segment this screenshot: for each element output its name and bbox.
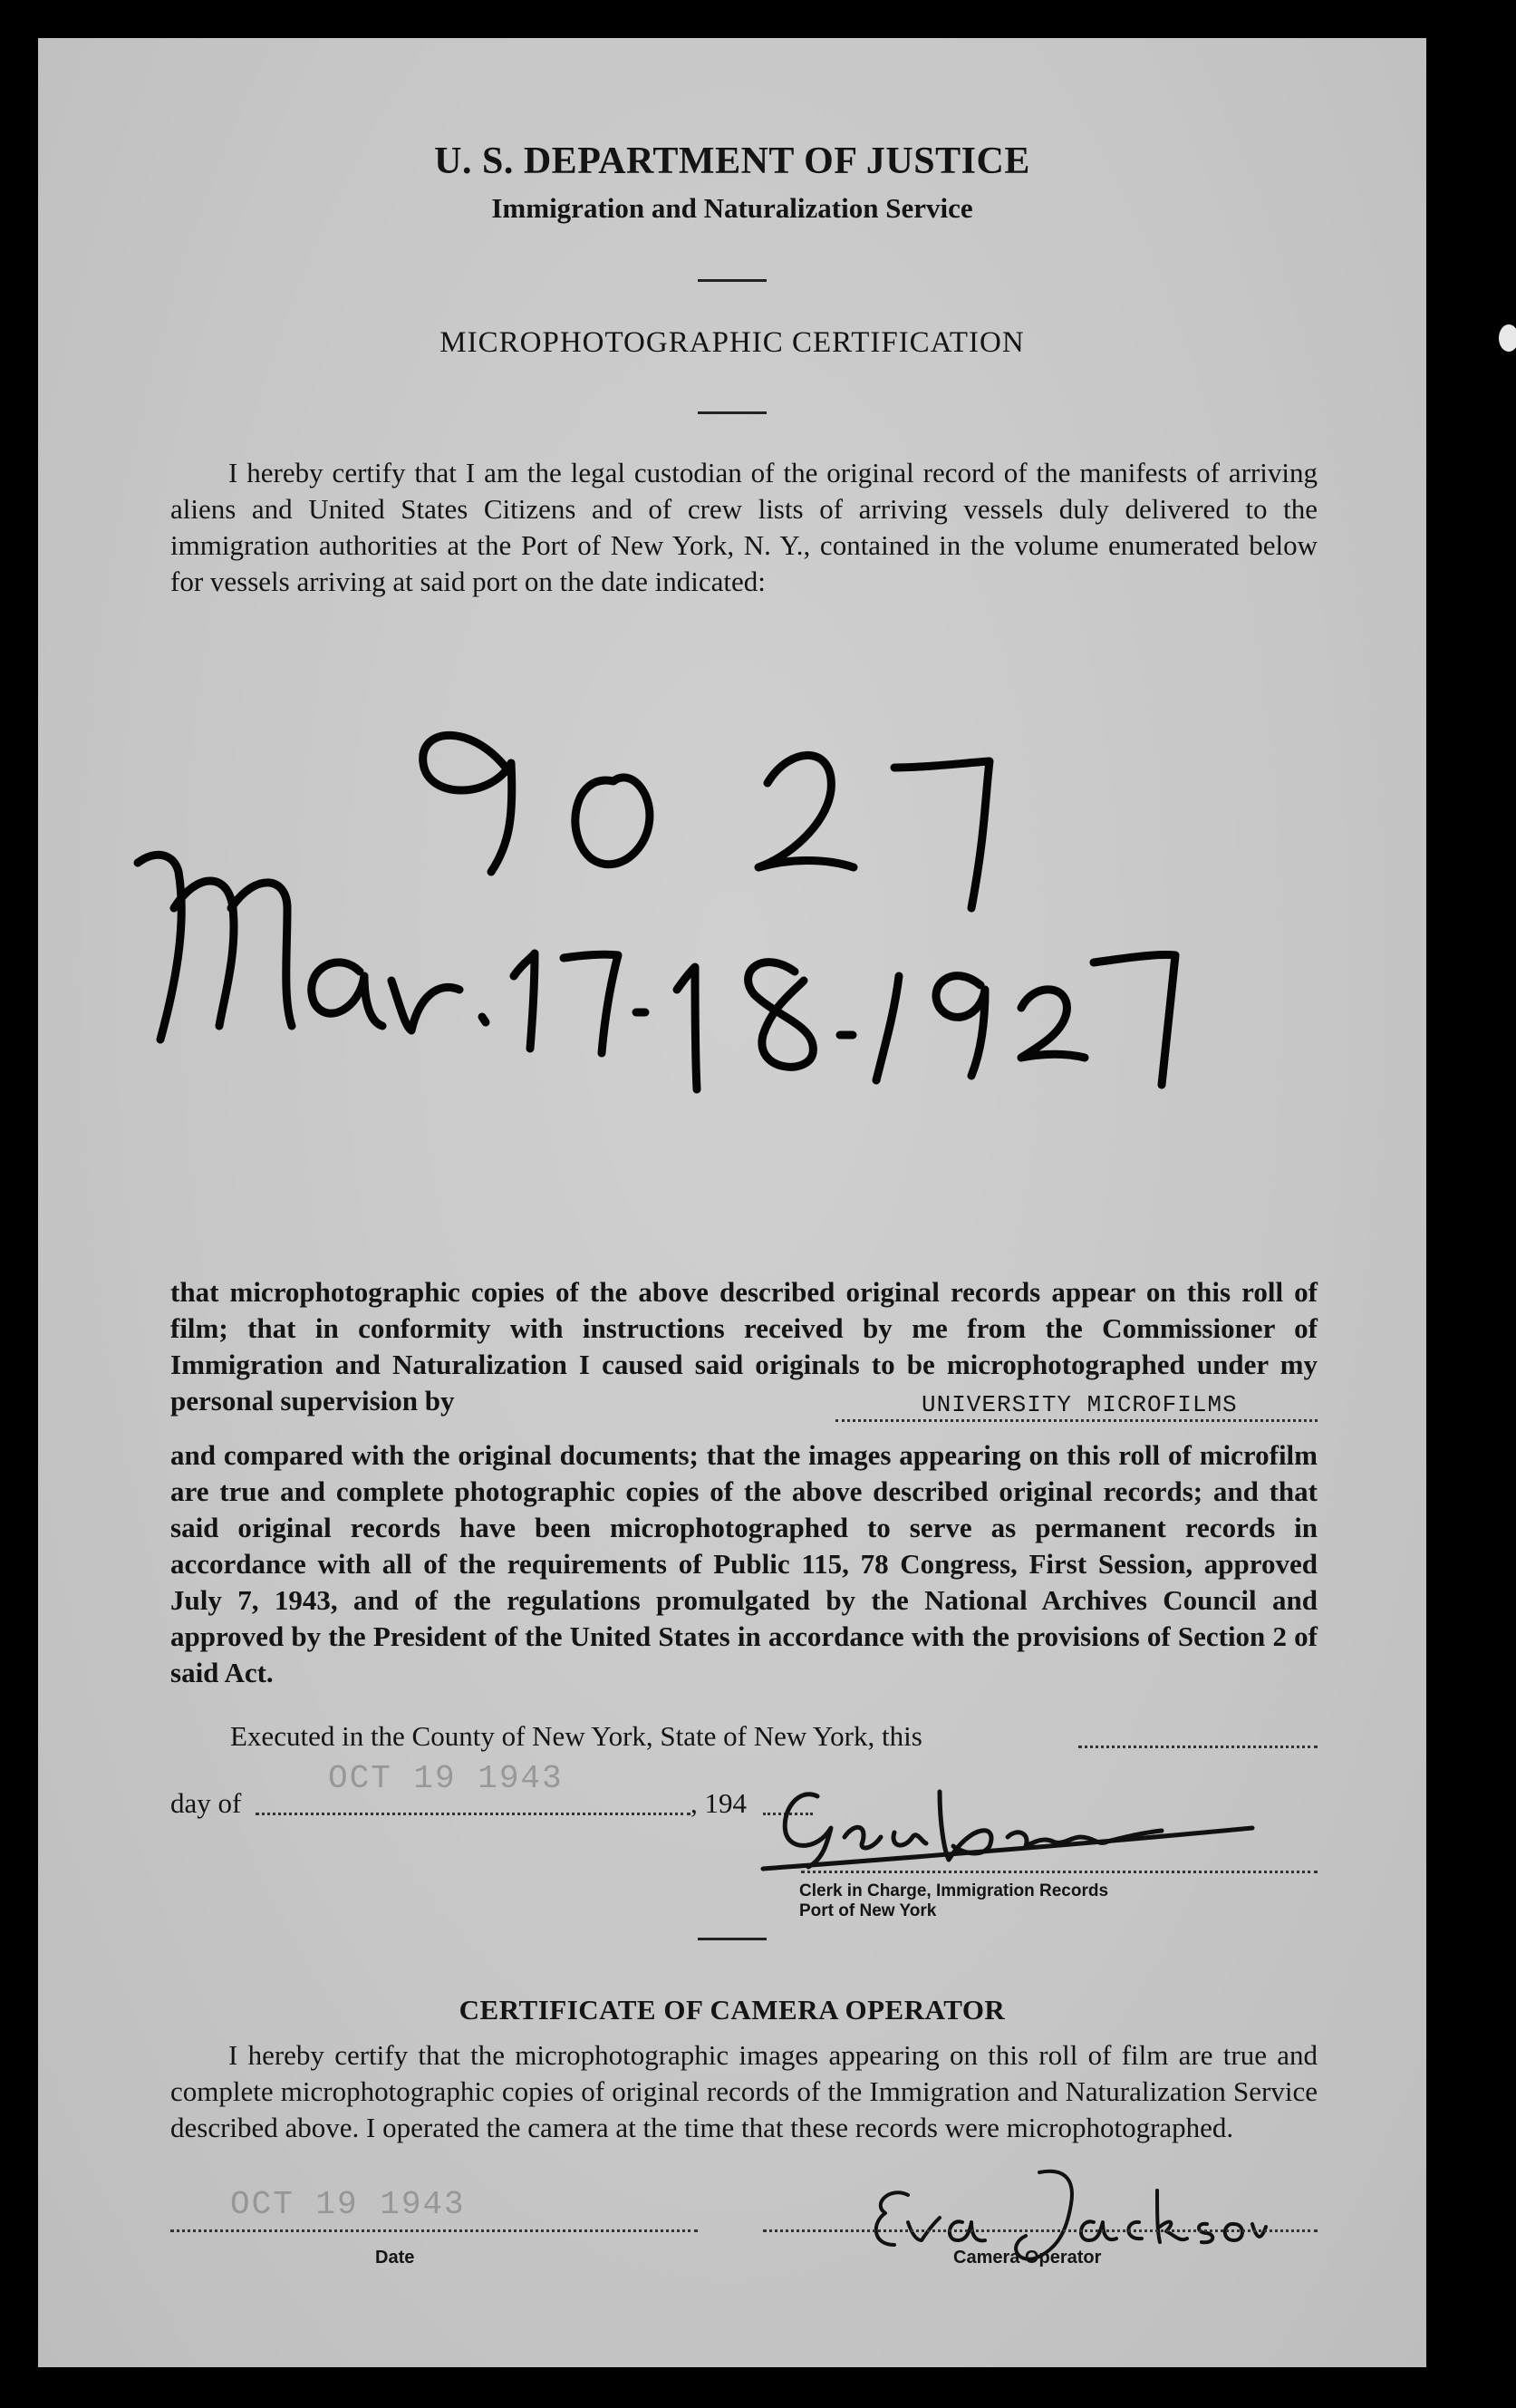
camera-certificate-text: I hereby certify that the microphotographic images appearing on this roll of film are true and complete microphotographic copies of original records of the Immigration and Naturalization Service described above. I operated the camera at the time that these records were microphotographed.: [170, 2039, 1318, 2143]
camera-certificate-paragraph: [170, 2037, 1318, 2146]
clerk-signature-line: [801, 1871, 1318, 1873]
date-label: Date: [375, 2248, 415, 2268]
intro-text: I hereby certify that I am the legal custodian of the original record of the manifests of arriving aliens and United States Citizens and of crew lists of arriving vessels duly delivered to the immigration authorities at the Port of New York, N. Y., contained in the volume enumerated below for vessels arriving at said port on the date indicated:: [170, 457, 1318, 597]
divider-rule: [698, 411, 767, 414]
intro-paragraph: [170, 455, 1318, 600]
filmed-by-dotted-line: [835, 1419, 1318, 1422]
operator-dotted-line: [763, 2229, 1318, 2232]
clerk-title: [799, 1881, 1108, 1921]
dates-handwriting: [138, 855, 1175, 1089]
day-of-label: day of: [170, 1787, 242, 1819]
body-paragraph-part2: [170, 1437, 1318, 1691]
body-text-part2: and compared with the original documents; that the images appearing on this roll of microfilm are true and complete photographic copies of the above described original records; and that said original records have been microphotographed to serve as permanent records in accordance with all of the requirements of Public 115, 78 Congress, First Session, approved July 7, 1943, and of the regulations promulgated by the National Archives Council and approved by the President of the United States in accordance with the provisions of Section 2 of said Act.: [170, 1439, 1318, 1688]
clerk-title-line2: Port of New York: [799, 1901, 937, 1920]
film-speck: [1499, 324, 1516, 352]
divider-rule: [698, 1938, 767, 1940]
service-heading: Immigration and Naturalization Service: [491, 192, 973, 224]
executed-line: Executed in the County of New York, State of New York, this: [230, 1720, 922, 1752]
camera-operator-label: Camera Operator: [953, 2248, 1102, 2268]
date-dotted-line: [170, 2229, 698, 2232]
executed-dotted-line: [1078, 1746, 1318, 1748]
body-text-part1: that microphotographic copies of the above described original records appear on this roll of film; that in conformity with instructions received by me from the Commissioner of Immigration and Naturalization I caused said originals to be microphotographed under my personal supervision by: [170, 1276, 1318, 1417]
divider-rule: [698, 279, 767, 282]
received-date-stamp: OCT 19 1943: [328, 1760, 564, 1797]
certification-title: MICROPHOTOGRAPHIC CERTIFICATION: [439, 326, 1025, 359]
department-heading: U. S. DEPARTMENT OF JUSTICE: [434, 140, 1030, 182]
volume-number-handwriting: [423, 735, 990, 908]
camera-certificate-title: CERTIFICATE OF CAMERA OPERATOR: [459, 1994, 1006, 2026]
filmed-by-typed: UNIVERSITY MICROFILMS: [922, 1391, 1238, 1418]
day-of-dotted-line: [256, 1813, 690, 1815]
clerk-title-line1: Clerk in Charge, Immigration Records: [799, 1881, 1109, 1900]
filming-date-stamp: OCT 19 1943: [230, 2186, 466, 2223]
clerk-signature: [745, 1760, 1325, 1887]
year-prefix: , 194: [690, 1787, 747, 1819]
document-page: [38, 38, 1426, 2367]
